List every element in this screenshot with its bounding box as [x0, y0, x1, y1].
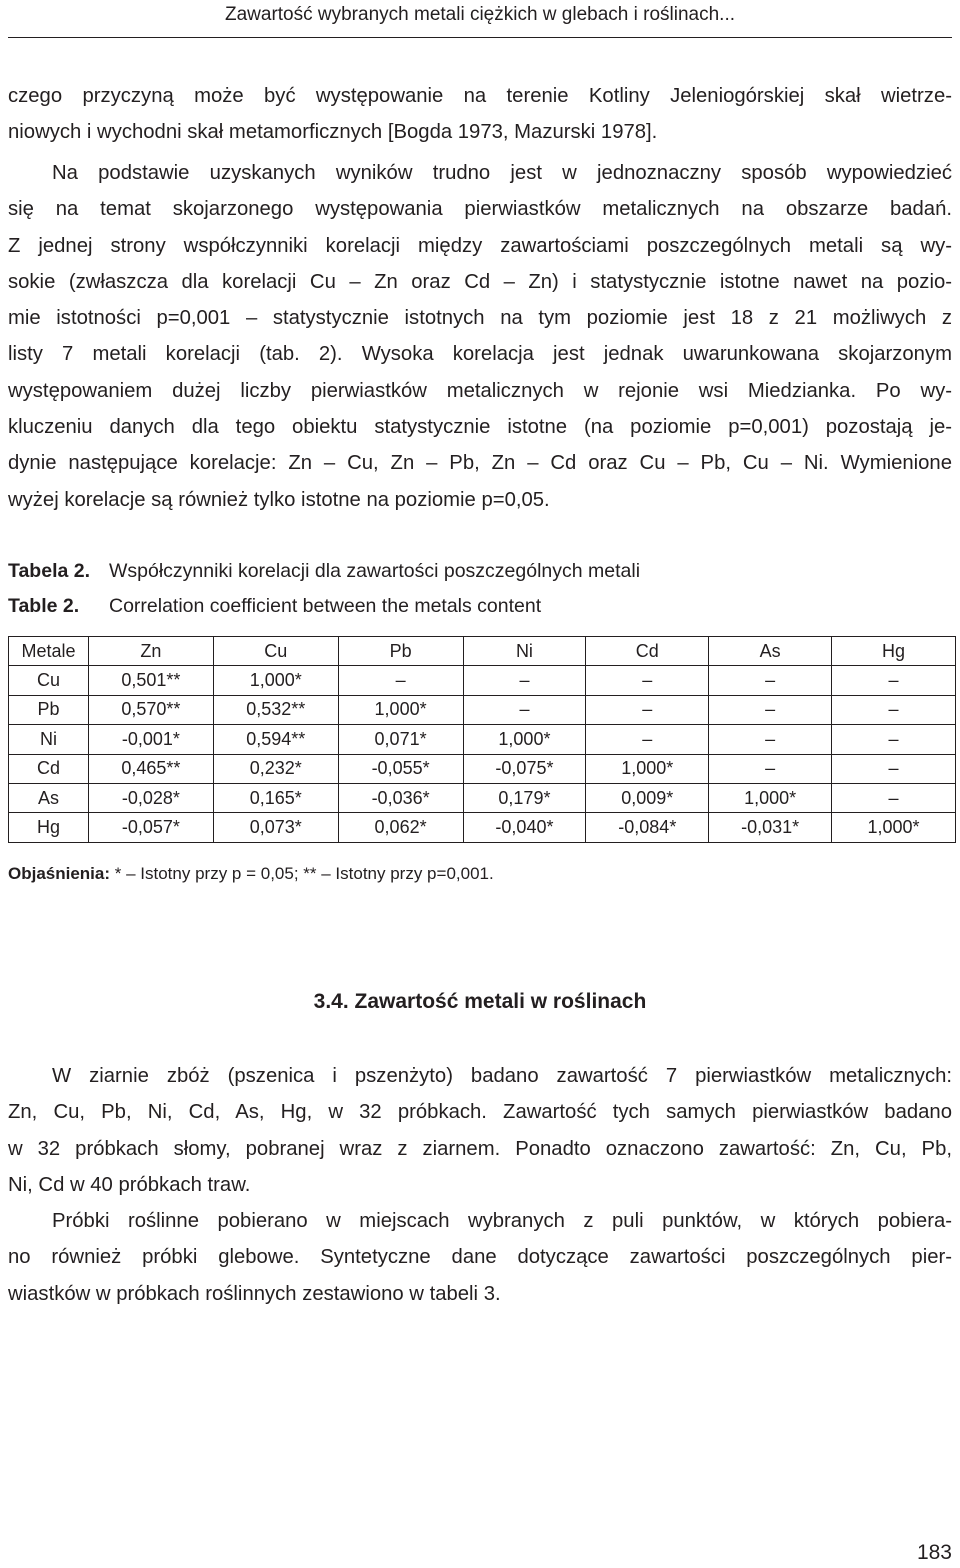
- table-caption-en: [8, 591, 541, 621]
- table-cell: –: [832, 754, 956, 783]
- table-header-cell: Zn: [88, 637, 213, 666]
- table-row: [9, 783, 956, 812]
- table-row: [9, 725, 956, 754]
- table-cell: –: [709, 695, 832, 724]
- table-cell: 0,073*: [213, 813, 338, 842]
- text-line: Na podstawie uzyskanych wyników trudno jest w jednoznaczny sposób wypowiedzieć: [52, 162, 952, 184]
- table-cell: 0,465**: [88, 754, 213, 783]
- table-cell: -0,075*: [463, 754, 586, 783]
- paragraph-sampling-method: [8, 1203, 952, 1312]
- text-line: w 32 próbkach słomy, pobranej wraz z ziarnem. Ponadto oznaczono zawartość: Zn, Cu, Pb,: [8, 1137, 952, 1160]
- table-cell: 0,501**: [88, 666, 213, 695]
- text-line: się na temat skojarzonego występowania pierwiastków metalicznych na obszarze badań.: [8, 198, 952, 221]
- table-row: [9, 695, 956, 724]
- table-row: [9, 813, 956, 842]
- header-rule: [8, 37, 952, 38]
- table-cell: 1,000*: [709, 783, 832, 812]
- table-caption-en-label: Table 2.: [8, 595, 80, 617]
- table-row-label: Pb: [9, 695, 89, 724]
- table-header-cell: Metale: [9, 637, 89, 666]
- section-heading: 3.4. Zawartość metali w roślinach: [313, 990, 647, 1013]
- table-cell: –: [586, 725, 709, 754]
- table-cell: –: [338, 666, 463, 695]
- text-line: Ni, Cd w 40 próbkach traw.: [8, 1173, 251, 1196]
- table-notes-label: Objaśnienia:: [8, 864, 111, 883]
- text-line: Z jednej strony współczynniki korelacji między zawartościami poszczególnych metali są wy-: [8, 234, 952, 257]
- table-notes-text: * – Istotny przy p = 0,05; ** – Istotny przy p=0,001.: [114, 864, 494, 883]
- table-cell: -0,036*: [338, 783, 463, 812]
- table-cell: –: [586, 666, 709, 695]
- table-cell: -0,084*: [586, 813, 709, 842]
- table-caption-pl-label: Tabela 2.: [8, 560, 91, 582]
- table-cell: –: [832, 725, 956, 754]
- text-line: dynie następujące korelacje: Zn – Cu, Zn – Pb, Zn – Cd oraz Cu – Pb, Cu – Ni. Wymienione: [8, 452, 952, 475]
- text-line: wyżej korelacje są również tylko istotne na poziomie p=0,05.: [8, 488, 550, 511]
- table-cell: 1,000*: [463, 725, 586, 754]
- table-row: [9, 754, 956, 783]
- table-caption-en-text: Correlation coefficient between the metals content: [109, 595, 542, 617]
- table-cell: 0,179*: [463, 783, 586, 812]
- table-cell: –: [832, 695, 956, 724]
- table-cell: 1,000*: [832, 813, 956, 842]
- text-line: Próbki roślinne pobierano w miejscach wybranych z puli punktów, w których pobiera-: [52, 1210, 952, 1232]
- text-line: występowaniem dużej liczby pierwiastków metalicznych w rejonie wsi Miedzianka. Po wy-: [8, 379, 952, 402]
- table-cell: 1,000*: [338, 695, 463, 724]
- text-line: mie istotności p=0,001 – statystycznie istotnych na tym poziomie jest 18 z 21 możliwych z: [8, 307, 952, 330]
- table-cell: -0,055*: [338, 754, 463, 783]
- table-cell: 0,165*: [213, 783, 338, 812]
- table-cell: -0,040*: [463, 813, 586, 842]
- text-line: listy 7 metali korelacji (tab. 2). Wysoka korelacja jest jednak uwarunkowana skojarzonym: [8, 343, 952, 366]
- table-cell: 0,232*: [213, 754, 338, 783]
- paragraph-continuation: [8, 78, 952, 151]
- table-cell: –: [709, 754, 832, 783]
- table-cell: -0,001*: [88, 725, 213, 754]
- table-header-cell: Ni: [463, 637, 586, 666]
- running-header: Zawartość wybranych metali ciężkich w glebach i roślinach...: [224, 4, 736, 25]
- table-row-label: Cd: [9, 754, 89, 783]
- table-cell: 0,062*: [338, 813, 463, 842]
- table-cell: 1,000*: [586, 754, 709, 783]
- table-header-cell: As: [709, 637, 832, 666]
- table-header-cell: Hg: [832, 637, 956, 666]
- table-cell: 0,009*: [586, 783, 709, 812]
- text-line: Zn, Cu, Pb, Ni, Cd, As, Hg, w 32 próbkach. Zawartość tych samych pierwiastków badano: [8, 1101, 952, 1124]
- table-row-label: As: [9, 783, 89, 812]
- table-row-label: Ni: [9, 725, 89, 754]
- table-cell: –: [463, 666, 586, 695]
- table-row: [9, 666, 956, 695]
- table-cell: –: [586, 695, 709, 724]
- table-cell: 1,000*: [213, 666, 338, 695]
- page-number: 183: [916, 1541, 952, 1564]
- table-row-label: Cu: [9, 666, 89, 695]
- text-line: W ziarnie zbóż (pszenica i pszenżyto) badano zawartość 7 pierwiastków metalicznych:: [52, 1065, 952, 1087]
- table-header-cell: Cd: [586, 637, 709, 666]
- table-header-row: [9, 637, 956, 666]
- table-cell: -0,028*: [88, 783, 213, 812]
- text-line: no również próbki glebowe. Syntetyczne dane dotyczące zawartości poszczególnych pier-: [8, 1246, 952, 1269]
- table-cell: -0,057*: [88, 813, 213, 842]
- paragraph-correlation-discussion: [8, 155, 952, 518]
- table-caption-pl-text: Współczynniki korelacji dla zawartości poszczególnych metali: [109, 560, 641, 582]
- table-cell: –: [832, 666, 956, 695]
- table-cell: –: [709, 666, 832, 695]
- table-row-label: Hg: [9, 813, 89, 842]
- text-line: czego przyczyną może być występowanie na terenie Kotliny Jeleniogórskiej skał wietrze-: [8, 85, 952, 107]
- table-cell: –: [832, 783, 956, 812]
- text-line: wiastków w próbkach roślinnych zestawiono w tabeli 3.: [8, 1282, 501, 1305]
- table-cell: 0,594**: [213, 725, 338, 754]
- correlation-table: [8, 636, 956, 843]
- table-cell: –: [463, 695, 586, 724]
- table-cell: -0,031*: [709, 813, 832, 842]
- table-header-cell: Pb: [338, 637, 463, 666]
- table-cell: –: [709, 725, 832, 754]
- paragraph-plant-samples: [8, 1058, 952, 1203]
- table-cell: 0,071*: [338, 725, 463, 754]
- table-cell: 0,532**: [213, 695, 338, 724]
- table-caption-pl: [8, 556, 640, 586]
- table-notes: [8, 860, 494, 888]
- text-line: niowych i wychodni skał metamorficznych [Bogda 1973, Mazurski 1978].: [8, 121, 658, 144]
- table-header-cell: Cu: [213, 637, 338, 666]
- text-line: sokie (zwłaszcza dla korelacji Cu – Zn oraz Cd – Zn) i statystycznie istotne nawet na pozio-: [8, 270, 952, 293]
- table-cell: 0,570**: [88, 695, 213, 724]
- text-line: kluczeniu danych dla tego obiektu statystycznie istotne (na poziomie p=0,001) pozostają je-: [8, 416, 952, 439]
